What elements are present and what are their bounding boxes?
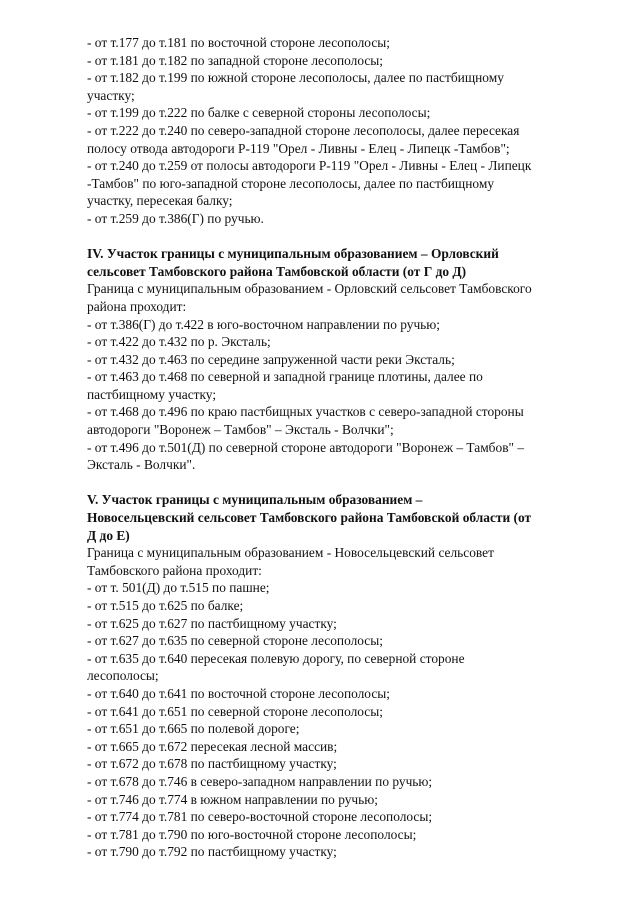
text-line: - от т. 501(Д) до т.515 по пашне;	[87, 580, 270, 596]
text-line: - от т.222 до т.240 по северо-западной стороне лесополосы, далее пересекая	[87, 122, 520, 138]
text-line: - от т.635 до т.640 пересекая полевую дорогу, по северной стороне	[87, 650, 465, 666]
text-line: участку, пересекая балку;	[87, 193, 233, 209]
spacer	[87, 228, 607, 246]
text-line: - от т.177 до т.181 по восточной стороне лесополосы;	[87, 35, 390, 50]
text-line: автодороги "Воронеж – Тамбов" – Эксталь - Волчки";	[87, 422, 394, 438]
text-line: Граница с муниципальным образованием - Орловский сельсовет Тамбовского	[87, 281, 532, 297]
text-line: - от т.746 до т.774 в южном направлении по ручью;	[87, 791, 378, 807]
text-line: - от т.463 до т.468 по северной и западной границе плотины, далее по	[87, 369, 483, 385]
text-line: - от т.625 до т.627 по пастбищному участку;	[87, 615, 337, 631]
text-line: - от т.240 до т.259 от полосы автодороги Р-119 "Орел - Ливны - Елец - Липецк	[87, 158, 532, 174]
text-line: Граница с муниципальным образованием - Новосельцевский сельсовет	[87, 545, 494, 561]
text-line: полосу отвода автодороги Р-119 "Орел - Ливны - Елец - Липецк -Тамбов";	[87, 140, 510, 156]
text-line: - от т.790 до т.792 по пастбищному участку;	[87, 844, 337, 860]
section-v	[87, 491, 607, 860]
text-line: района проходит:	[87, 298, 187, 314]
section-heading: сельсовет Тамбовского района Тамбовской области (от Г до Д)	[87, 263, 467, 279]
text-line: -Тамбов" по юго-западной стороне лесополосы, далее по пастбищному	[87, 175, 495, 191]
text-line: - от т.774 до т.781 по северо-восточной стороне лесополосы;	[87, 809, 433, 825]
section-heading: V. Участок границы с муниципальным образованием –	[87, 492, 423, 508]
text-line: - от т.651 до т.665 по полевой дороге;	[87, 721, 300, 737]
text-line: - от т.665 до т.672 пересекая лесной массив;	[87, 738, 338, 754]
spacer	[87, 474, 607, 492]
text-line: - от т.496 до т.501(Д) по северной стороне автодороги "Воронеж – Тамбов" –	[87, 439, 525, 455]
text-line: - от т.672 до т.678 по пастбищному участку;	[87, 756, 337, 772]
text-line: участку;	[87, 87, 135, 103]
section-heading: Д до Е)	[87, 527, 130, 543]
text-line: - от т.468 до т.496 по краю пастбищных участков с северо-западной стороны	[87, 404, 524, 420]
text-line: - от т.199 до т.222 по балке с северной стороны лесополосы;	[87, 105, 431, 121]
text-line: - от т.182 до т.199 по южной стороне лесополосы, далее по пастбищному	[87, 70, 504, 86]
text-line: - от т.781 до т.790 по юго-восточной стороне лесополосы;	[87, 826, 417, 842]
text-line: - от т.641 до т.651 по северной стороне лесополосы;	[87, 703, 383, 719]
text-line: пастбищному участку;	[87, 386, 217, 402]
text-line: - от т.678 до т.746 в северо-западном направлении по ручью;	[87, 773, 433, 789]
text-line: - от т.640 до т.641 по восточной стороне лесополосы;	[87, 685, 390, 701]
text-line: - от т.181 до т.182 по западной стороне лесополосы;	[87, 52, 384, 68]
section-heading: Новосельцевский сельсовет Тамбовского района Тамбовской области (от	[87, 510, 532, 526]
text-line: Тамбовского района проходит:	[87, 562, 262, 578]
text-line: лесополосы;	[87, 668, 159, 684]
text-line: - от т.627 до т.635 по северной стороне лесополосы;	[87, 633, 383, 649]
text-line: - от т.515 до т.625 по балке;	[87, 598, 244, 613]
intro-block	[87, 34, 607, 228]
text-line: - от т.386(Г) до т.422 в юго-восточном направлении по ручью;	[87, 316, 441, 332]
document-page	[87, 34, 607, 861]
text-line: - от т.259 до т.386(Г) по ручью.	[87, 210, 264, 226]
text-line: Эксталь - Волчки".	[87, 457, 196, 473]
text-line: - от т.432 до т.463 по середине запруженной части реки Эксталь;	[87, 351, 455, 367]
section-iv	[87, 245, 607, 474]
text-line: - от т.422 до т.432 по р. Эксталь;	[87, 334, 271, 350]
section-heading: IV. Участок границы с муниципальным образованием – Орловский	[87, 246, 499, 262]
